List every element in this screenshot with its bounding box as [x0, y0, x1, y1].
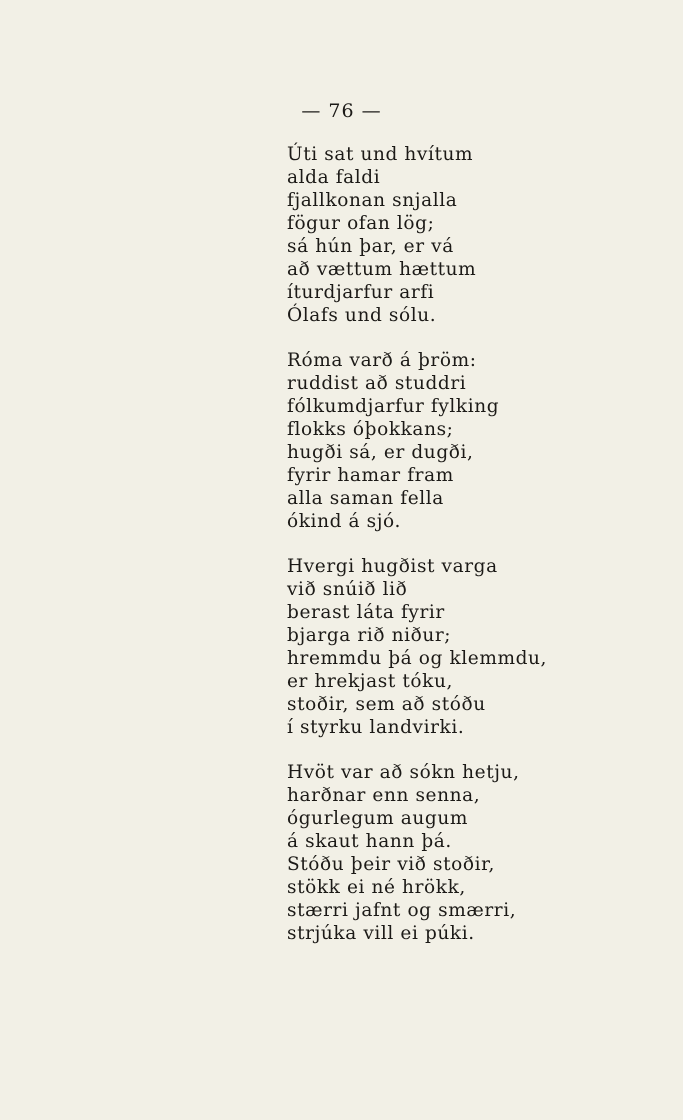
- poem-line: strjúka vill ei púki.: [287, 923, 475, 944]
- poem-line: alda faldi: [287, 167, 381, 188]
- poem-line: Hvergi hugðist varga: [287, 556, 498, 577]
- poem-line: fyrir hamar fram: [287, 465, 454, 486]
- stanza-3: [287, 555, 667, 739]
- stanza-4: [287, 761, 667, 945]
- poem-line: ógurlegum augum: [287, 808, 469, 829]
- poem-line: berast láta fyrir: [287, 602, 445, 623]
- poem-line: er hrekjast tóku,: [287, 671, 453, 692]
- poem-line: fólkumdjarfur fylking: [287, 396, 500, 417]
- poem-line: stærri jafnt og smærri,: [287, 900, 517, 921]
- poem-line: bjarga rið niður;: [287, 625, 452, 646]
- poem-line: Úti sat und hvítum: [287, 144, 474, 165]
- poem-line: fjallkonan snjalla: [287, 190, 458, 211]
- poem-line: stökk ei né hrökk,: [287, 877, 466, 898]
- poem-line: Róma varð á þröm:: [287, 350, 477, 371]
- poem-line: hremmdu þá og klemmdu,: [287, 648, 548, 669]
- poem-line: hugði sá, er dugði,: [287, 442, 474, 463]
- poem-line: alla saman fella: [287, 488, 444, 509]
- poem-line: í styrku landvirki.: [287, 717, 465, 738]
- stanza-1: [287, 143, 667, 327]
- page-number: — 76 —: [301, 100, 382, 122]
- poem-line: við snúið lið: [287, 579, 408, 600]
- poem-line: Stóðu þeir við stoðir,: [287, 854, 496, 875]
- poem-line: Ólafs und sólu.: [287, 305, 437, 326]
- poem-line: stoðir, sem að stóðu: [287, 694, 486, 715]
- poem-line: íturdjarfur arfi: [287, 282, 435, 303]
- poem: [287, 143, 667, 967]
- poem-line: fögur ofan lög;: [287, 213, 435, 234]
- poem-line: flokks óþokkans;: [287, 419, 454, 440]
- stanza-2: [287, 349, 667, 533]
- poem-line: harðnar enn senna,: [287, 785, 481, 806]
- poem-line: ókind á sjó.: [287, 511, 401, 532]
- poem-line: Hvöt var að sókn hetju,: [287, 762, 520, 783]
- poem-line: ruddist að studdri: [287, 373, 467, 394]
- poem-line: að vættum hættum: [287, 259, 477, 280]
- poem-line: á skaut hann þá.: [287, 831, 452, 852]
- poem-line: sá hún þar, er vá: [287, 236, 454, 257]
